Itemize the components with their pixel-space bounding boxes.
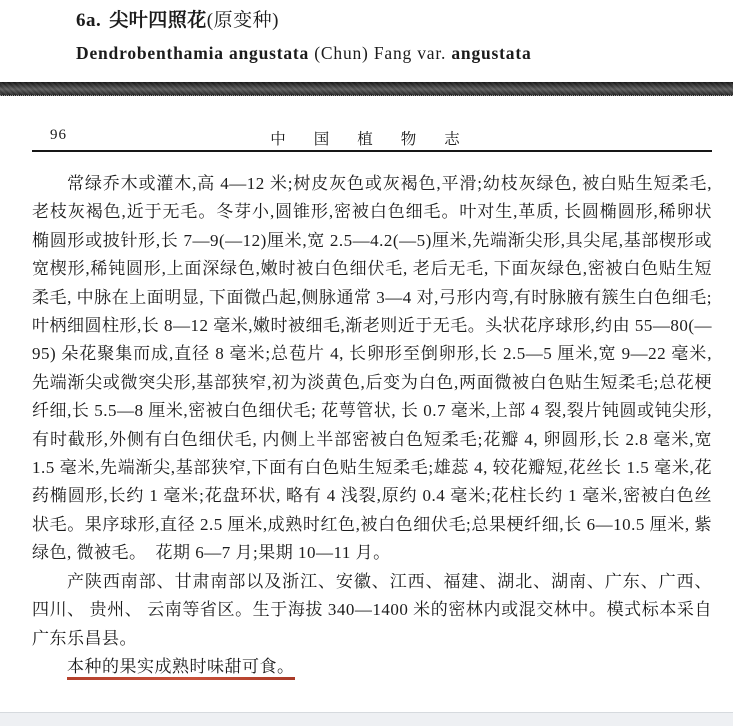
latin-name-genus-species: Dendrobenthamia angustata	[76, 43, 310, 63]
running-header	[32, 127, 712, 152]
usage-note-paragraph	[32, 653, 712, 681]
variety-note: (原变种)	[206, 10, 279, 31]
scan-divider-bar	[0, 82, 733, 96]
red-underlined-sentence: 本种的果实成熟时味甜可食。	[67, 657, 295, 681]
description-paragraph: 常绿乔木或灌木,高 4—12 米;树皮灰色或灰褐色,平滑;幼枝灰绿色, 被白贴生短柔毛,老枝灰褐色,近于无毛。冬芽小,圆锥形,密被白色细毛。叶对生,革质, 长圆椭圆形,稀卵状椭圆形或披针形,长 7—9(—12)厘米,宽 2.5—4.2(—5)厘米,先端渐尖形,具尖尾,基部楔形或宽楔形,稀钝圆形,上面深绿色,嫩时被白色细伏毛, 老后无毛, 下面灰绿色,密被白色贴生短柔毛, 中脉在上面明显, 下面微凸起,侧脉通常 3—4 对,弓形内弯,有时脉腋有簇生白色细毛;叶柄细圆柱形,长 8—12 毫米,嫩时被细毛,渐老则近于无毛。头状花序球形,约由 55—80(—95) 朵花聚集而成,直径 8 毫米;总苞片 4, 长卵形至倒卵形,长 2.5—5 厘米,宽 9—22 毫米,先端渐尖或微突尖形,基部狭窄,初为淡黄色,后变为白色,两面微被白色贴生短柔毛;总花梗纤细,长 5.5—8 厘米,密被白色细伏毛; 花萼管状, 长 0.7 毫米,上部 4 裂,裂片钝圆或钝尖形,有时截形,外侧有白色细伏毛, 内侧上半部密被白色短柔毛;花瓣 4, 卵圆形,长 2.8 毫米,宽 1.5 毫米,先端渐尖,基部狭窄,下面有白色贴生短柔毛;雄蕊 4, 较花瓣短,花丝长 1.5 毫米,花药椭圆形,长约 1 毫米;花盘环状, 略有 4 浅裂,原约 0.4 毫米;花柱长约 1 毫米,密被白色丝状毛。果序球形,直径 2.5 厘米,成熟时红色,被白色细伏毛;总果梗纤细,长 6—10.5 厘米, 紫绿色, 微被毛。 花期 6—7 月;果期 10—11 月。	[32, 174, 712, 563]
book-title: 中国植物志	[270, 131, 488, 148]
species-heading-section	[0, 0, 733, 82]
distribution-paragraph: 产陕西南部、甘肃南部以及浙江、安徽、江西、福建、湖北、湖南、广东、广西、 四川、 贵州、 云南等省区。生于海拔 340—1400 米的密林内或混交林中。模式标本采自广东乐昌县。	[32, 571, 712, 648]
species-sequence-number: 6a.	[76, 10, 102, 31]
species-latin-name-line	[76, 42, 713, 64]
species-heading-line	[76, 9, 713, 33]
page-content-area	[0, 127, 733, 681]
latin-name-author: (Chun) Fang var.	[309, 43, 452, 63]
latin-name-variety: angustata	[451, 43, 532, 63]
page-number: 96	[50, 127, 67, 143]
body-text	[32, 170, 712, 681]
viewer-bottom-strip	[0, 712, 733, 726]
species-chinese-name: 尖叶四照花	[109, 10, 207, 31]
